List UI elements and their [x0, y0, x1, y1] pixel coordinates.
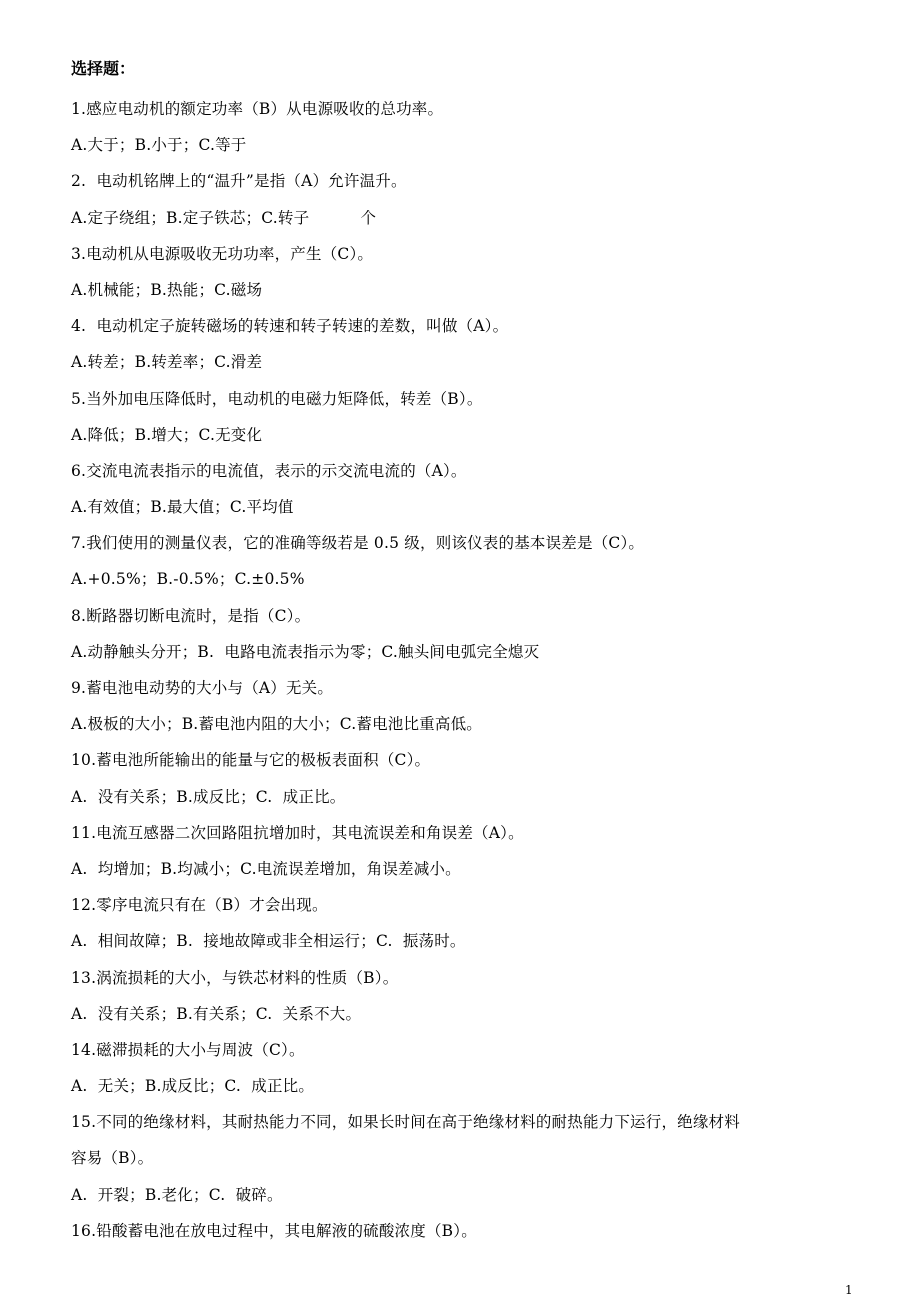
- question-line: 7.我们使用的测量仪表，它的准确等级若是 0.5 级，则该仪表的基本误差是（C）。: [71, 534, 645, 553]
- answer-options-line: A. 没有关系；B.有关系；C. 关系不大。: [71, 1004, 362, 1023]
- answer-options-line: A.转差；B.转差率；C.滑差: [71, 353, 263, 372]
- question-line: 3.电动机从电源吸收无功功率，产生（C）。: [71, 244, 374, 263]
- question-line: 15.不同的绝缘材料，其耐热能力不同，如果长时间在高于绝缘材料的耐热能力下运行，绝缘材料: [71, 1113, 740, 1132]
- question-line: 16.铅酸蓄电池在放电过程中，其电解液的硫酸浓度（B）。: [71, 1221, 477, 1240]
- section-heading: 选择题：: [71, 59, 136, 78]
- question-line: 4. 电动机定子旋转磁场的转速和转子转速的差数，叫做（A）。: [71, 317, 509, 336]
- answer-options-line: A. 均增加；B.均减小；C.电流误差增加，角误差减小。: [71, 859, 461, 878]
- answer-options-line: A.有效值；B.最大值；C.平均值: [71, 498, 294, 517]
- question-line: 1.感应电动机的额定功率（B）从电源吸收的总功率。: [71, 100, 444, 118]
- question-list: [71, 91, 871, 1249]
- answer-options-line: A.动静触头分开；B. 电路电流表指示为零；C.触头间电弧完全熄灭: [71, 642, 540, 661]
- answer-options-line: A. 没有关系；B.成反比；C. 成正比。: [71, 787, 346, 806]
- question-line: 6.交流电流表指示的电流值，表示的示交流电流的（A）。: [71, 461, 467, 480]
- page-number: 1: [845, 1283, 853, 1297]
- question-line: 14.磁滞损耗的大小与周波（C）。: [71, 1040, 305, 1059]
- answer-options-line: A.+0.5%；B.-0.5%；C.±0.5%: [71, 570, 305, 589]
- question-line: 5.当外加电压降低时，电动机的电磁力矩降低，转差（B）。: [71, 389, 483, 408]
- answer-options-line: A. 相间故障；B. 接地故障或非全相运行；C. 振荡时。: [71, 932, 466, 951]
- question-line: 8.断路器切断电流时，是指（C）。: [71, 606, 311, 625]
- answer-options-line: A. 开裂；B.老化；C. 破碎。: [71, 1185, 283, 1204]
- answer-options-line: A. 无关；B.成反比；C. 成正比。: [71, 1077, 315, 1096]
- question-line: 12.零序电流只有在（B）才会出现。: [71, 896, 328, 915]
- question-line: 13.涡流损耗的大小，与铁芯材料的性质（B）。: [71, 968, 399, 987]
- question-line: 11.电流互感器二次回路阻抗增加时，其电流误差和角误差（A）。: [71, 823, 524, 842]
- question-line: 容易（B）。: [71, 1149, 154, 1168]
- question-line: 2. 电动机铭牌上的“温升”是指（A）允许温升。: [71, 172, 407, 191]
- answer-options-line: A.定子绕组；B.定子铁芯；C.转子 个: [71, 208, 377, 227]
- answer-options-line: A.大于；B.小于；C.等于: [71, 136, 247, 155]
- answer-options-line: A.降低；B.增大；C.无变化: [71, 425, 263, 444]
- answer-options-line: A.机械能；B.热能；C.磁场: [71, 280, 263, 299]
- question-line: 9.蓄电池电动势的大小与（A）无关。: [71, 679, 334, 697]
- answer-options-line: A.极板的大小；B.蓄电池内阻的大小；C.蓄电池比重高低。: [71, 715, 482, 734]
- question-line: 10.蓄电池所能输出的能量与它的极板表面积（C）。: [71, 751, 431, 770]
